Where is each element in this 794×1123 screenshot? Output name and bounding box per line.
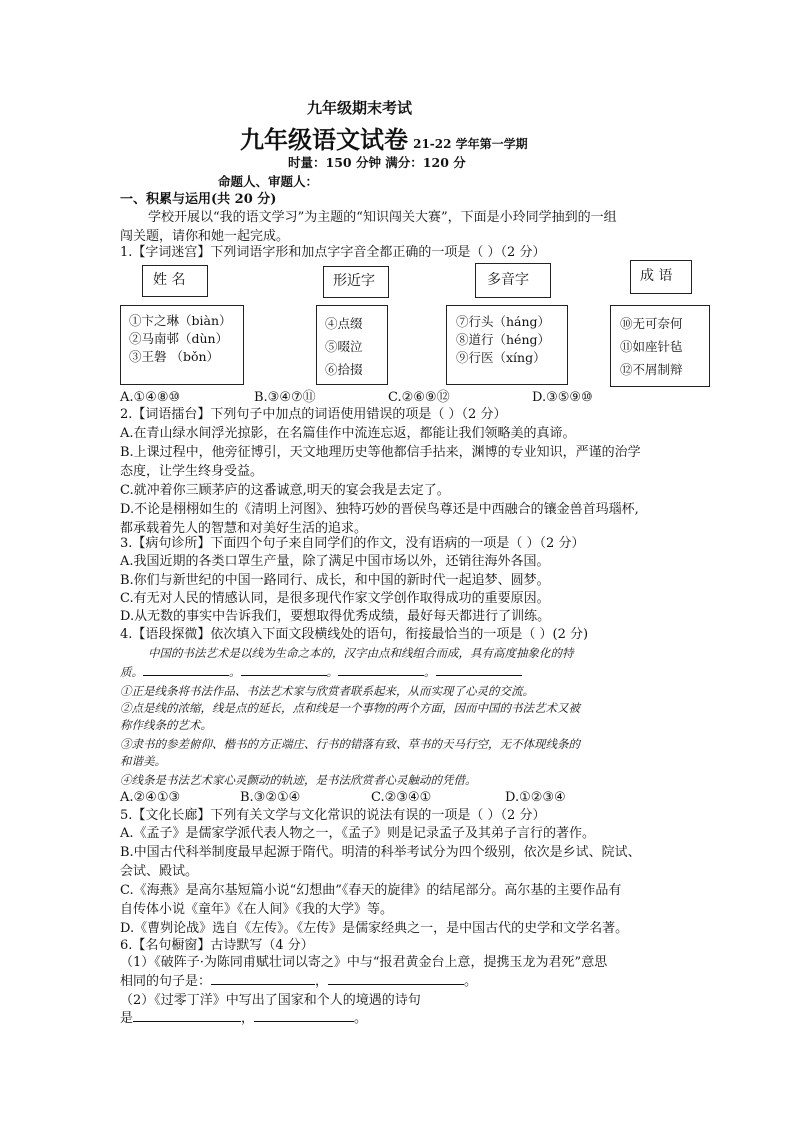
q4-passage-line1: 中国的书法艺术是以线为生命之本的，汉字由点和线组合而成，具有高度抽象化的特 xyxy=(148,646,574,660)
q3-line: B.你们与新世纪的中国一路同行、成长，和中国的新时代一起追梦、圆梦。 xyxy=(120,573,550,588)
q2-line: D.不论是栩栩如生的《清明上河图》、独特巧妙的晋侯鸟尊还是中西融合的镶金兽首玛瑙杯, xyxy=(120,502,639,517)
q4-item: ③隶书的参差俯仰、楷书的方正端庄、行书的错落有致、草书的天马行空，无不体现线条的 xyxy=(120,737,580,751)
section1-intro-2: 闯关题，请你和她一起完成。 xyxy=(120,229,290,244)
polyphone-item: ⑨行医（xíng） xyxy=(456,350,546,365)
q2-line: 都承载着先人的智慧和对美好生活的追求。 xyxy=(120,521,368,536)
idiom-item: ⑫不屑制辩 xyxy=(620,362,683,377)
exam-name: 九年级期末考试 xyxy=(307,99,413,117)
category-box-names xyxy=(142,265,208,297)
q6-sub2-line2 xyxy=(120,1009,367,1028)
names-item: ②马南邨（dùn） xyxy=(129,331,229,346)
idiom-item: ⑪如座针毡 xyxy=(620,339,683,354)
q2-line: B.上课过程中，他旁征博引，天文地理历史等他都信手拈来，渊博的专业知识，严谨的治学 xyxy=(120,445,641,460)
names-item: ③王磐 （bǒn） xyxy=(129,349,220,364)
similar-item: ⑤啜泣 xyxy=(325,339,363,354)
section1-intro-1: 学校开展以“我的语文学习”为主题的“知识闯关大赛”，下面是小玲同学抽到的一组 xyxy=(148,210,617,225)
category-box-idiom xyxy=(630,260,692,294)
q2-line: A.在青山绿水间浮光掠影，在名篇佳作中流连忘返，都能让我们领略美的真谛。 xyxy=(120,426,576,441)
q6-end: 。 xyxy=(464,974,478,989)
q6-sub2-prefix: 是 xyxy=(120,1011,134,1026)
q4-passage-start: 质。 xyxy=(120,665,143,679)
category-label: 多音字 xyxy=(487,272,529,288)
answer-blank[interactable] xyxy=(241,663,327,676)
q6-end: 。 xyxy=(354,1011,368,1026)
term: 21-22 学年第一学期 xyxy=(413,137,528,151)
similar-item: ④点缀 xyxy=(325,316,363,331)
q5-line: 会试、殿试。 xyxy=(120,864,199,879)
q6-sub2-line1: （2）《过零丁洋》中写出了国家和个人的境遇的诗句 xyxy=(120,993,421,1008)
q4-item: ④线条是书法艺术家心灵颤动的轨迹，是书法欣赏者心灵触动的凭借。 xyxy=(120,773,477,787)
q6-sub1-line2 xyxy=(120,972,477,991)
q1-option-b: B.③④⑦⑪ xyxy=(254,390,316,405)
q5-line: A.《孟子》是儒家学派代表人物之一，《孟子》则是记录孟子及其弟子言行的著作。 xyxy=(120,826,596,841)
q4-sep: 。 xyxy=(229,665,241,679)
q4-option-d: D.①②③④ xyxy=(505,790,566,805)
q1-option-d: D.③⑤⑨⑩ xyxy=(532,390,593,405)
answer-blank[interactable] xyxy=(338,663,424,676)
q4-item: ①正是线条将书法作品、书法艺术家与欣赏者联系起来，从而实现了心灵的交流。 xyxy=(120,684,534,698)
category-box-similar xyxy=(323,266,389,298)
section1-heading: 一、积累与运用(共 20 分) xyxy=(120,192,277,207)
answer-blank[interactable] xyxy=(328,972,464,985)
q4-option-c: C.②③④① xyxy=(371,790,432,805)
q5-line: D.《曹刿论战》选自《左传》。《左传》是儒家经典之一，是中国古代的史学和文学名著。 xyxy=(120,921,629,936)
q6-sep: ， xyxy=(315,974,329,989)
q4-option-a: A.②④①③ xyxy=(120,790,181,805)
polyphone-item: ⑦行头（háng） xyxy=(456,314,551,329)
q2-stem: 2.【词语擂台】下列句子中加点的词语使用错误的项是（ ）（2 分） xyxy=(120,407,507,422)
q2-line: C.就冲着你三顾茅庐的这番诚意,明天的宴会我是去定了。 xyxy=(120,483,450,498)
q4-item: 称作线条的艺术。 xyxy=(120,718,212,732)
answer-blank[interactable] xyxy=(436,663,522,676)
idiom-box xyxy=(610,305,710,387)
q5-line: C.《海燕》是高尔基短篇小说“幻想曲”《春天的旋律》的结尾部分。高尔基的主要作品有 xyxy=(120,883,622,898)
category-label: 形近字 xyxy=(333,273,375,289)
q4-sep: 。 xyxy=(424,665,436,679)
q3-line: D.从无数的事实中告诉我们，要想取得优秀成绩，最好每天都进行了训练。 xyxy=(120,609,551,624)
answer-blank[interactable] xyxy=(211,972,315,985)
category-label: 成 语 xyxy=(640,268,673,284)
q4-item: ②点是线的浓缩，线是点的延长，点和线是一个事物的两个方面，因而中国的书法艺术又被 xyxy=(120,701,580,715)
q6-sub1-prefix: 相同的句子是： xyxy=(120,974,212,989)
q5-line: 自传体小说《童年》《在人间》《我的大学》等。 xyxy=(120,902,394,917)
q6-sub1-line1: （1）《破阵子·为陈同甫赋壮词以寄之》中与“报君黄金台上意，提携玉龙为君死”意思 xyxy=(120,955,608,970)
time-score: 时量：150 分钟 满分：120 分 xyxy=(288,155,466,170)
q1-stem: 1.【字词迷宫】下列词语字形和加点字字音全都正确的一项是（ ）（2 分） xyxy=(120,245,546,260)
answer-blank[interactable] xyxy=(143,663,229,676)
polyphone-item: ⑧道行（héng） xyxy=(456,332,551,347)
q3-stem: 3.【病句诊所】下面四个句子来自同学们的作文，没有语病的一项是（ ）（2 分） xyxy=(120,536,585,551)
category-box-polyphone xyxy=(475,263,551,298)
idiom-item: ⑩无可奈何 xyxy=(620,316,683,331)
names-item: ①卞之琳（biàn） xyxy=(129,313,232,328)
q4-passage-line2 xyxy=(120,663,522,680)
authors: 命题人、审题人： xyxy=(218,174,319,189)
q2-line: 态度，让学生终身受益。 xyxy=(120,464,264,479)
q1-option-a: A.①④⑧⑩ xyxy=(120,390,181,405)
q4-item: 和谐美。 xyxy=(120,754,166,768)
q6-sep: ， xyxy=(241,1011,255,1026)
paper-title: 九年级语文试卷 xyxy=(240,125,408,154)
names-box xyxy=(120,305,244,385)
category-label: 姓 名 xyxy=(153,272,186,288)
q3-line: A.我国近期的各类口罩生产量，除了满足中国市场以外，还销往海外各国。 xyxy=(120,554,550,569)
q4-stem: 4.【语段探微】依次填入下面文段横线处的语句，衔接最恰当的一项是（ ）(2 分) xyxy=(120,627,589,642)
q4-option-b: B.③②①④ xyxy=(240,790,301,805)
q5-line: B.中国古代科举制度最早起源于隋代。明清的科举考试分为四个级别，依次是乡试、院试、 xyxy=(120,845,641,860)
q3-line: C.有无对人民的情感认同，是很多现代作家文学创作取得成功的重要原因。 xyxy=(120,591,550,606)
q6-stem: 6.【名句橱窗】古诗默写（4 分） xyxy=(120,938,314,953)
q4-sep: 。 xyxy=(326,665,338,679)
similar-item: ⑥拾掇 xyxy=(325,362,363,377)
q5-stem: 5.【文化长廊】下列有关文学与文化常识的说法有误的一项是（ ）（2 分） xyxy=(120,808,546,823)
answer-blank[interactable] xyxy=(133,1009,241,1022)
answer-blank[interactable] xyxy=(254,1009,354,1022)
polyphone-box xyxy=(446,305,568,385)
paper-title-row xyxy=(240,120,528,155)
q1-option-c: C.②⑥⑨⑫ xyxy=(388,390,450,405)
similar-box xyxy=(316,305,388,385)
